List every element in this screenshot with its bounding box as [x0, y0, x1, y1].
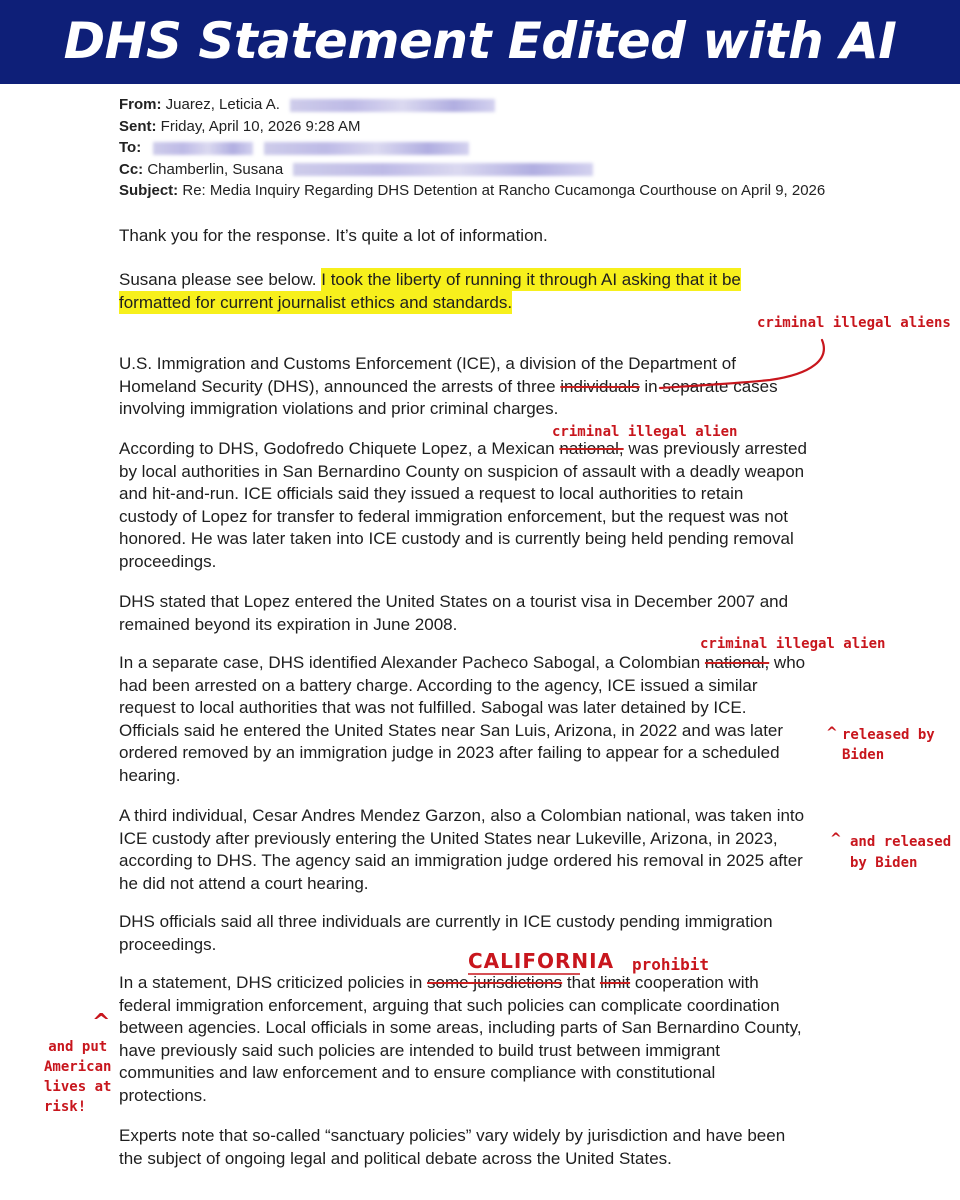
struck-word: national, — [559, 439, 624, 458]
text-line: he did not attend a court hearing. — [119, 873, 369, 893]
note-lead: Susana please see below. — [119, 270, 322, 289]
text-line: DHS officials said all three individuals are currently in ICE custody pending immigration — [119, 912, 773, 931]
text-line: ordered removed by an immigration judge in 2023 after failing to appear for a scheduled — [119, 743, 780, 762]
annotation-prohibit: prohibit — [632, 955, 710, 974]
text-line — [119, 652, 849, 675]
sent-row — [119, 116, 825, 138]
insert-caret-icon: ^ — [826, 725, 838, 741]
text-span: in separate cases — [639, 376, 778, 396]
text-line: had been arrested on a battery charge. According to the agency, ICE issued a similar — [119, 675, 758, 695]
text-line: federal immigration enforcement, arguing that such policies can complicate coordination — [119, 995, 780, 1015]
paragraph-intro — [119, 225, 849, 248]
text-span: that — [562, 973, 600, 992]
annotation-line: Biden — [842, 747, 885, 763]
subject-row — [119, 180, 825, 202]
paragraph-policies — [119, 972, 849, 1107]
text-line: by local authorities in San Bernardino County on suspicion of assault with a deadly weapon — [119, 461, 805, 481]
annotation-line: released by — [842, 727, 935, 743]
annotation-line: risk! — [44, 1099, 87, 1115]
text-line: according to DHS. The agency said an immigration judge ordered his removal in 2025 after — [119, 851, 803, 870]
text-span: Homeland Security (DHS), announced the arrests of three — [119, 376, 561, 396]
text-line — [119, 438, 849, 461]
redacted-email-from — [290, 99, 495, 112]
paragraph-visa — [119, 591, 849, 636]
subject-value: Re: Media Inquiry Regarding DHS Detention at Rancho Cucamonga Courthouse on April 9, 2026 — [182, 182, 826, 199]
annotation-line: American — [44, 1059, 112, 1075]
text-line: U.S. Immigration and Customs Enforcement (ICE), a division of the Department of — [119, 354, 736, 373]
text-span: In a statement, DHS criticized policies in — [119, 973, 428, 992]
text-line: Officials said he entered the United States near San Luis, Arizona, in 2022 and was later — [119, 720, 784, 740]
annotation-line: and put — [48, 1039, 108, 1055]
cc-value: Chamberlin, Susana — [147, 160, 284, 178]
text-line: honored. He was later taken into ICE custody and is currently being held pending removal — [119, 529, 794, 548]
sent-label: Sent: — [119, 117, 157, 135]
text-line: request to local authorities that was not fulfilled. Sabogal was later detained by ICE. — [119, 698, 747, 717]
from-label: From: — [119, 96, 162, 113]
highlighted-text: I took the liberty of running it through AI asking that it be — [321, 270, 741, 289]
text-span: In a separate case, DHS identified Alexander Pacheco Sabogal, a Colombian — [119, 653, 705, 672]
annotation-line: lives at — [44, 1079, 112, 1095]
text-line: custody of Lopez for transfer to federal immigration enforcement, but the request was not — [119, 506, 789, 526]
note-line-1 — [119, 269, 849, 292]
insert-caret-icon: ^ — [830, 831, 842, 847]
document-page — [0, 84, 960, 1200]
text-line: proceedings. — [119, 934, 217, 954]
text-line: involving immigration violations and prior criminal charges. — [119, 399, 559, 418]
title-banner — [0, 0, 960, 84]
text-line: ICE custody after previously entering the United States near Lukeville, Arizona, in 2023, — [119, 828, 778, 848]
paragraph-garzon — [119, 805, 849, 895]
annotation-criminal-illegal-aliens: criminal illegal aliens — [757, 315, 951, 331]
text-span: was previously arrested — [623, 439, 807, 458]
text-line: the subject of ongoing legal and political debate across the United States. — [119, 1148, 672, 1168]
text-line: between agencies. Local officials in some areas, including parts of San Bernardino County, — [119, 1018, 802, 1037]
annotation-and-put-american-lives-at-risk — [44, 1037, 111, 1117]
from-row — [119, 94, 825, 116]
text-line: A third individual, Cesar Andres Mendez Garzon, also a Colombian national, was taken into — [119, 806, 805, 825]
text-line — [119, 376, 849, 399]
text-line: hearing. — [119, 765, 181, 785]
sent-value: Friday, April 10, 2026 9:28 AM — [160, 117, 361, 135]
annotation-released-by-biden — [842, 725, 935, 765]
text-span: who — [769, 653, 806, 672]
annotation-line: by Biden — [850, 855, 918, 871]
struck-word: national, — [704, 653, 770, 672]
note-line-2 — [119, 292, 849, 315]
paragraph-ice — [119, 353, 849, 421]
paragraph-experts — [119, 1125, 849, 1170]
text-line: proceedings. — [119, 551, 217, 571]
banner-title: DHS Statement Edited with AI — [63, 12, 897, 70]
intro-line: Thank you for the response. It’s quite a lot of information. — [119, 226, 548, 245]
text-span: According to DHS, Godofredo Chiquete Lopez, a Mexican — [119, 439, 560, 458]
paragraph-note — [119, 269, 849, 314]
struck-word: individuals — [560, 376, 640, 396]
text-span: cooperation with — [630, 973, 759, 992]
paragraph-lopez — [119, 438, 849, 573]
redacted-to-email — [264, 142, 469, 155]
text-line — [119, 972, 849, 995]
text-line: protections. — [119, 1085, 207, 1105]
annotation-and-released-by-biden — [850, 832, 951, 874]
text-line: Experts note that so-called “sanctuary policies” vary widely by jurisdiction and have been — [119, 1126, 786, 1145]
email-header — [119, 94, 825, 202]
text-line: DHS stated that Lopez entered the United States on a tourist visa in December 2007 and — [119, 592, 789, 611]
annotation-california: CALIFORNIA — [468, 949, 615, 973]
redacted-to-name — [153, 142, 253, 155]
annotation-line: and released — [850, 834, 952, 850]
from-value: Juarez, Leticia A. — [165, 96, 280, 113]
highlighted-text: formatted for current journalist ethics and standards. — [119, 292, 513, 312]
insert-caret-icon: ^ — [92, 1010, 111, 1035]
annotation-criminal-illegal-alien: criminal illegal alien — [700, 636, 886, 652]
text-line: and hit-and-run. ICE officials said they issued a request to local authorities to retain — [119, 484, 744, 503]
redacted-email-cc — [293, 163, 593, 176]
cc-label: Cc: — [119, 160, 144, 178]
annotation-criminal-illegal-alien: criminal illegal alien — [552, 424, 738, 440]
to-label: To: — [119, 139, 142, 156]
paragraph-sabogal — [119, 652, 849, 787]
to-row — [119, 137, 825, 159]
text-line: remained beyond its expiration in June 2008. — [119, 614, 458, 634]
struck-word: some jurisdictions — [427, 973, 563, 992]
struck-word: limit — [599, 973, 631, 992]
cc-row — [119, 159, 825, 181]
text-line: have previously said such policies are intended to build trust between immigrant — [119, 1040, 720, 1060]
text-line: communities and law enforcement and to ensure compliance with constitutional — [119, 1063, 716, 1082]
subject-label: Subject: — [119, 182, 179, 199]
